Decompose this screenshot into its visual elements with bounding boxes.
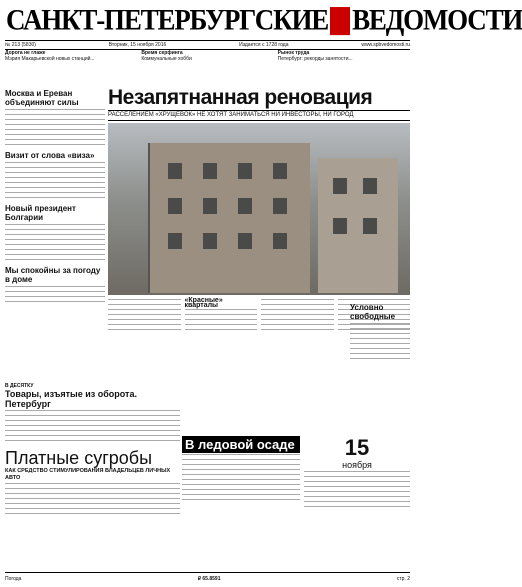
masthead-title-left: САНКТ-ПЕТЕРБУРГСКИЕ — [6, 3, 329, 37]
issue-date: Вторник, 15 ноября 2016 — [108, 42, 167, 48]
masthead-title — [6, 3, 522, 38]
issue-number: № 213 (5830) — [5, 42, 36, 48]
teaser[interactable]: Рынок труда Петербург: рекорды занятости... — [277, 50, 353, 62]
article-body — [5, 286, 105, 305]
price: ₽ 65.8591 — [197, 576, 221, 582]
article-body — [5, 224, 105, 263]
calendar-block — [304, 436, 410, 576]
side-article — [350, 300, 410, 380]
article-body — [5, 109, 105, 148]
weather-label: Погода — [5, 576, 22, 582]
goods-title[interactable]: Товары, изъятые из оборота. Петербург — [5, 389, 137, 409]
teasers — [5, 50, 410, 84]
founded-note: Издается с 1728 года — [239, 42, 289, 48]
calendar-month: ноября — [342, 460, 372, 470]
main-photo — [108, 123, 410, 295]
calendar-day: 15 — [344, 435, 370, 460]
masthead-title-right: ВЕДОМОСТИ — [352, 3, 522, 37]
article-heading[interactable]: Новый президент Болгарии — [5, 204, 76, 222]
text-column — [261, 298, 334, 334]
teaser[interactable]: Дорога не глаже Мэрия Макарьевской новых станций... — [5, 50, 95, 62]
page-ref[interactable]: стр. 2 — [396, 576, 410, 582]
footer — [5, 572, 410, 585]
bottom-left-block — [5, 384, 180, 534]
left-column — [5, 86, 105, 382]
goods-label: В ДЕСЯТКУ — [5, 383, 34, 389]
article-heading[interactable]: Визит от слова «виза» — [5, 151, 95, 160]
text-column — [185, 298, 258, 334]
subhead-krasnye: «Красные» кварталы — [184, 297, 223, 309]
platnye-headline[interactable]: Платные сугробы — [5, 448, 153, 468]
info-bar — [5, 40, 410, 50]
teaser[interactable]: Время серфинга Коммунальные хобби — [141, 50, 192, 62]
site-link[interactable]: www.spbvedomosti.ru — [361, 42, 410, 48]
main-subhead: РАССЕЛЕНИЕМ «ХРУЩЕВОК» НЕ ХОТЯТ ЗАНИМАТЬСЯ НИ ИНВЕСТОРЫ, НИ ГОРОД — [108, 110, 410, 121]
article-heading[interactable]: Москва и Ереван объединяют силы — [5, 89, 79, 107]
text-column — [108, 298, 181, 334]
masthead — [0, 0, 522, 42]
ice-article — [182, 436, 300, 576]
ice-headline[interactable]: В ледовой осаде — [182, 436, 300, 453]
coat-of-arms-icon — [330, 7, 350, 35]
side-heading[interactable]: Условно свободные — [350, 303, 396, 321]
article-heading[interactable]: Мы спокойны за погоду в доме — [5, 266, 101, 284]
main-headline[interactable]: Незапятнанная реновация — [108, 86, 373, 109]
platnye-subhead: КАК СРЕДСТВО СТИМУЛИРОВАНИЯ ВЛАДЕЛЬЦЕВ ЛИЧНЫХ АВТО — [5, 468, 171, 481]
article-body — [5, 162, 105, 201]
